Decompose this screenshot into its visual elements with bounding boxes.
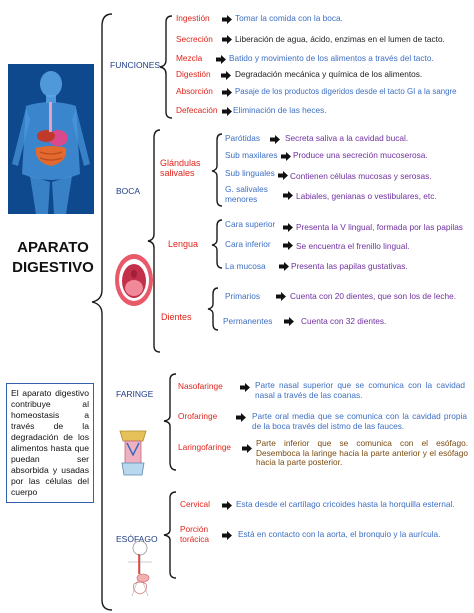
arrow-right-icon xyxy=(240,383,250,392)
faringe-desc-orofaringe: Parte oral media que se comunica con la cavidad propia de la boca través del istmo de las fauces. xyxy=(252,411,467,431)
arrow-right-icon xyxy=(279,262,289,271)
dientes-label: Dientes xyxy=(161,312,192,322)
funcion-term-defecacion: Defecación xyxy=(176,105,218,115)
arrow-right-icon xyxy=(270,135,280,144)
dientes-desc-permanentes: Cuenta con 32 dientes. xyxy=(301,316,387,326)
dientes-desc-primarios: Cuenta con 20 dientes, que son los de leche. xyxy=(290,291,457,301)
funcion-term-digestion: Digestión xyxy=(176,69,211,79)
arrow-right-icon xyxy=(222,15,232,24)
lengua-desc-inferior: Se encuentra el frenillo lingual. xyxy=(296,241,410,251)
faringe-label: FARINGE xyxy=(116,389,154,399)
esofago-term-toracica: Porción torácica xyxy=(180,524,210,544)
faringe-term-nasofaringe: Nasofaringe xyxy=(178,381,223,391)
arrow-right-icon xyxy=(222,88,232,97)
glandula-term-menores: G. salivales menores xyxy=(225,184,268,204)
glandula-term-parotidas: Parótidas xyxy=(225,133,261,143)
arrow-right-icon xyxy=(222,531,232,540)
faringe-desc-laringofaringe: Parte inferior que se comunica con el esófago. Desemboca la laringe hacia la parte anterior y el esófago hacia la parte posterior. xyxy=(256,438,468,468)
dientes-term-permanentes: Permanentes xyxy=(223,316,273,326)
arrow-right-icon xyxy=(242,444,252,453)
arrow-right-icon xyxy=(222,107,232,116)
arrow-right-icon xyxy=(216,55,226,64)
esofago-desc-cervical: Esta desde el cartílago cricoides hasta la horquilla esternal. xyxy=(236,499,455,509)
boca-label: BOCA xyxy=(116,186,141,196)
arrow-right-icon xyxy=(283,223,293,232)
lengua-desc-mucosa: Presenta las papilas gustativas. xyxy=(291,261,408,271)
arrow-right-icon xyxy=(284,317,294,326)
dientes-term-primarios: Primarios xyxy=(225,291,261,301)
funcion-desc-digestion: Degradación mecánica y química de los alimentos. xyxy=(235,69,423,79)
arrow-right-icon xyxy=(222,501,232,510)
arrow-right-icon xyxy=(281,152,291,161)
summary-box: El aparato digestivo contribuye al homeostasis a través de la degradación de los alimentos hasta que puedan ser absorbida y usadas por las células del cuerpo xyxy=(6,383,94,503)
esofago-term-cervical: Cervical xyxy=(180,499,210,509)
lengua-term-inferior: Cara inferior xyxy=(225,239,271,249)
funcion-desc-mezcla: Batido y movimiento de los alimentos a través del tacto. xyxy=(229,53,434,63)
lengua-term-superior: Cara superior xyxy=(225,219,276,229)
funciones-label: FUNCIONES xyxy=(110,60,161,70)
esofago-desc-toracica: Está en contacto con la aorta, el bronquio y la aurícula. xyxy=(238,529,441,539)
faringe-desc-nasofaringe: Parte nasal superior que se comunica con la cavidad nasal a través de las coanas. xyxy=(255,380,465,400)
glandulas-label: Glándulas salivales xyxy=(160,158,201,179)
faringe-term-laringofaringe: Laringofaringe xyxy=(178,442,232,452)
funcion-term-absorcion: Absorción xyxy=(176,86,213,96)
funcion-desc-defecacion: Eliminación de las heces. xyxy=(233,105,327,115)
arrow-right-icon xyxy=(221,71,231,80)
funcion-term-mezcla: Mezcla xyxy=(176,53,203,63)
esofago-label: ESÓFAGO xyxy=(116,534,158,544)
lengua-label: Lengua xyxy=(168,239,199,249)
arrow-right-icon xyxy=(222,35,232,44)
glandula-desc-menores: Labiales, genianas o vestibulares, etc. xyxy=(296,191,437,201)
lengua-term-mucosa: La mucosa xyxy=(225,261,266,271)
arrow-right-icon xyxy=(276,292,286,301)
glandula-desc-sublinguales: Contienen células mucosas y serosas. xyxy=(290,171,432,181)
arrow-right-icon xyxy=(283,241,293,250)
arrow-right-icon xyxy=(278,171,288,180)
funcion-desc-ingestion: Tomar la comida con la boca. xyxy=(235,13,343,23)
glandula-term-sublinguales: Sub linguales xyxy=(225,168,275,178)
funcion-term-ingestion: Ingestión xyxy=(176,13,210,23)
diagram-title: APARATO DIGESTIVO xyxy=(12,239,94,277)
arrow-right-icon xyxy=(283,191,293,200)
funcion-desc-secrecion: Liberación de agua, ácido, enzimas en el lumen de tacto. xyxy=(235,34,445,44)
arrow-right-icon xyxy=(236,413,246,422)
glandula-term-submaxilares: Sub maxilares xyxy=(225,150,278,160)
lengua-desc-superior: Presenta la V lingual, formada por las papilas xyxy=(296,222,463,232)
funcion-term-secrecion: Secreción xyxy=(176,34,213,44)
glandula-desc-submaxilares: Produce una secreción mucoserosa. xyxy=(293,150,428,160)
glandula-desc-parotidas: Secreta saliva a la cavidad bucal. xyxy=(285,133,409,143)
faringe-term-orofaringe: Orofaringe xyxy=(178,411,218,421)
funcion-desc-absorcion: Pasaje de los productos digeridos desde el tacto GI a la sangre xyxy=(235,87,457,96)
